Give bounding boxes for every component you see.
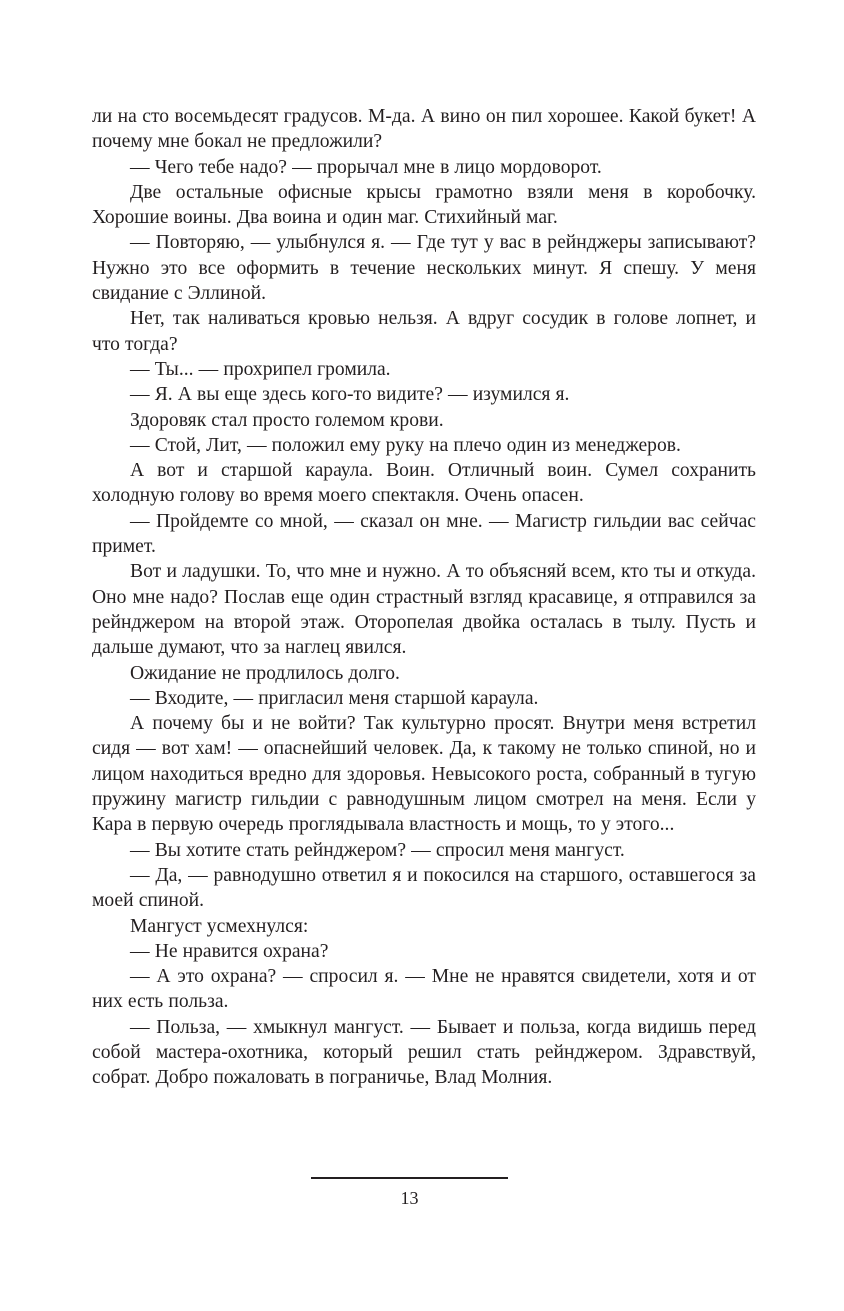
paragraph: — Да, — равнодушно ответил я и покосился на старшого, оставшегося за моей спиной. (92, 864, 756, 912)
paragraph: — Вы хотите стать рейнджером? — спросил меня мангуст. (130, 839, 625, 861)
paragraph: — Польза, — хмыкнул мангуст. — Бывает и польза, когда видишь перед собой мастера-охотника, который решил стать рейнджером. Здравствуй, собрат. Добро пожаловать в пограничье, Влад Молния. (92, 1016, 756, 1089)
paragraph: Здоровяк стал просто големом крови. (130, 409, 444, 431)
footer-divider (311, 1177, 508, 1179)
paragraph: А почему бы и не войти? Так культурно просят. Внутри меня встретил сидя — вот хам! — опаснейший человек. Да, к такому не только спиной, но и лицом находиться вредно для здоровья. Невысокого роста, собранный в тугую пружину магистр гильдии с равнодушным лицом смотрел на меня. Если у Кара в первую очередь проглядывала властность и мощь, то у этого... (92, 713, 756, 836)
page-number: 13 (400, 1188, 419, 1208)
paragraph: Мангуст усмехнулся: (130, 915, 309, 937)
paragraph: — Стой, Лит, — положил ему руку на плечо один из менеджеров. (130, 434, 681, 456)
paragraph: — Входите, — пригласил меня старшой караула. (130, 687, 539, 709)
paragraph: Вот и ладушки. То, что мне и нужно. А то объясняй всем, кто ты и откуда. Оно мне надо? Послав еще один страстный взгляд красавице, я отправился за рейнджером на второй этаж. Оторопелая двойка осталась в тылу. Пусть и дальше думают, что за наглец явился. (92, 561, 756, 659)
paragraph: — Не нравится охрана? (130, 940, 329, 962)
paragraph: — Пройдемте со мной, — сказал он мне. — Магистр гильдии вас сейчас примет. (92, 510, 756, 558)
paragraph: Нет, так наливаться кровью нельзя. А вдруг сосудик в голове лопнет, и что тогда? (92, 308, 756, 355)
paragraph: Две остальные офисные крысы грамотно взяли меня в коробочку. Хорошие воины. Два воина и один маг. Стихийный маг. (92, 181, 756, 229)
paragraph: — А это охрана? — спросил я. — Мне не нравятся свидетели, хотя и от них есть польза. (92, 966, 756, 1013)
paragraph: — Ты... — прохрипел громила. (130, 358, 391, 380)
paragraph: А вот и старшой караула. Воин. Отличный воин. Сумел сохранить холодную голову во время моего спектакля. Очень опасен. (92, 460, 756, 507)
paragraph: — Чего тебе надо? — прорычал мне в лицо мордоворот. (130, 156, 602, 178)
paragraph: — Я. А вы еще здесь кого-то видите? — изумился я. (130, 384, 570, 406)
body-text (92, 104, 756, 1091)
paragraph: ли на сто восемьдесят градусов. М-да. А вино он пил хорошее. Какой букет! А почему мне бокал не предложили? (92, 106, 756, 153)
paragraph: Ожидание не продлилось долго. (130, 662, 400, 684)
paragraph: — Повторяю, — улыбнулся я. — Где тут у вас в рейнджеры записывают? Нужно это все оформить в течение нескольких минут. Я спешу. У меня свидание с Эллиной. (92, 232, 756, 305)
